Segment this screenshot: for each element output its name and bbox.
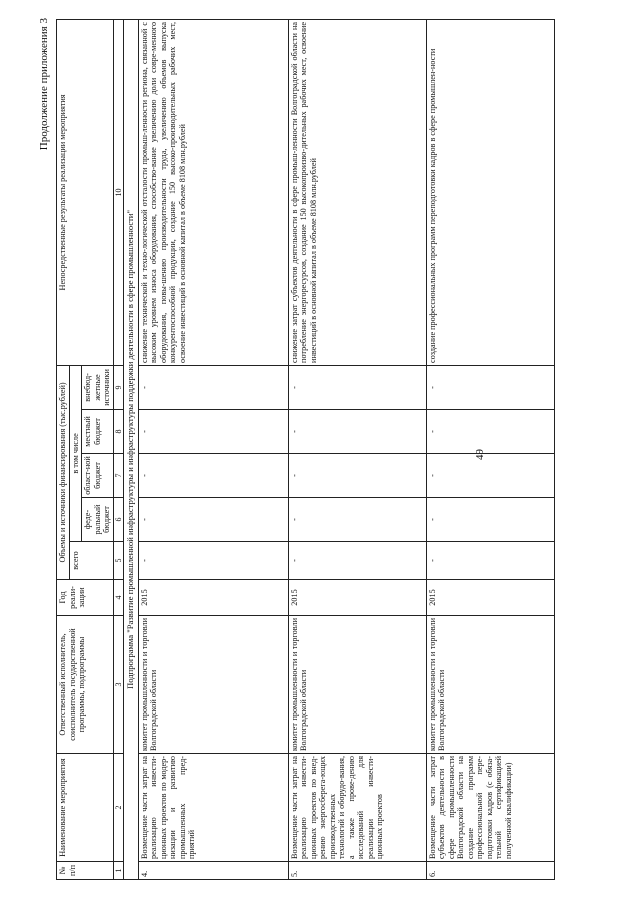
row-regional: - [138, 454, 288, 498]
col-number: 10 [113, 19, 123, 365]
header-total: всего [69, 542, 113, 580]
row-num: 5. [288, 862, 426, 880]
row-year: 2015 [426, 580, 554, 616]
program-table [56, 19, 555, 880]
subprogram-title: Подпрограмма "Развитие промышленной инфраструктуры и инфраструктуры поддержки деятельности в сфере промышленности" [123, 19, 138, 879]
row-year: 2015 [288, 580, 426, 616]
row-regional: - [288, 454, 426, 498]
table-row [426, 19, 554, 879]
header-local: местный бюджет [82, 410, 114, 454]
row-total: - [288, 542, 426, 580]
rotated-page [20, 10, 620, 890]
row-year: 2015 [138, 580, 288, 616]
row-total: - [138, 542, 288, 580]
row-executor: комитет промышленности и торговли Волгоградской области [426, 616, 554, 754]
col-number: 4 [113, 580, 123, 616]
col-number: 8 [113, 410, 123, 454]
table-row [288, 19, 426, 879]
col-number: 9 [113, 365, 123, 409]
header-extra: внебюд-жетные источники [82, 365, 114, 409]
row-name: Возмещение части затрат субъектов деятельности в сфере промышленности Волгоградской области на создание программ профессиональной пере-подготовки кадров (с обяза-тельной сертификацией полученной квалификации) [426, 754, 554, 862]
header-year: Год реали-зации [57, 580, 114, 616]
row-executor: комитет промышленности и торговли Волгоградской области [138, 616, 288, 754]
col-number: 3 [113, 616, 123, 754]
table-row [138, 19, 288, 879]
header-federal: феде-ральный бюджет [82, 498, 114, 542]
col-number: 2 [113, 754, 123, 862]
col-number: 6 [113, 498, 123, 542]
row-extra: - [138, 365, 288, 409]
header-incl: в том числе [69, 365, 82, 541]
row-num: 4. [138, 862, 288, 880]
row-result: снижение затрат субъектов деятельности в сфере промыш-ленности Волгоградской области на потребление энергоресурсов, создание 150 высокопроизво-дительных рабочих мест, освоение инвестиций в основной капитал в объеме 8108 млн.рублей [288, 19, 426, 365]
row-total: - [426, 542, 554, 580]
row-name: Возмещение части затрат на реализацию инвести-ционных проектов по внед-рению энергосберега-ющих производственных технологий и оборудо-вания, а также прове-дению исследований для реализации инвести-ционных проектов [288, 754, 426, 862]
row-local: - [426, 410, 554, 454]
row-local: - [138, 410, 288, 454]
row-executor: комитет промышленности и торговли Волгоградской области [288, 616, 426, 754]
col-number: 5 [113, 542, 123, 580]
row-federal: - [138, 498, 288, 542]
row-num: 6. [426, 862, 554, 880]
row-result: создание профессиональных программ переподготовки кадров в сфере промышлен-ности [426, 19, 554, 365]
header-name: Наименование мероприятия [57, 754, 114, 862]
subprogram-row [123, 19, 138, 879]
header-results: Непосредственные результаты реализации мероприятия [57, 19, 114, 365]
page-number: 49 [474, 449, 486, 460]
header-regional: област-ной бюджет [82, 454, 114, 498]
header-executor: Ответственный исполнитель, соисполнитель государственной программы, подпрограммы [57, 616, 114, 754]
row-extra: - [288, 365, 426, 409]
row-regional: - [426, 454, 554, 498]
row-extra: - [426, 365, 554, 409]
row-federal: - [426, 498, 554, 542]
continuation-label: Продолжение приложения 3 [38, 18, 50, 151]
col-number: 7 [113, 454, 123, 498]
row-local: - [288, 410, 426, 454]
header-num: № п/п [57, 862, 114, 880]
header-row-1 [57, 19, 70, 879]
row-name: Возмещение части затрат на реализацию инвести-ционных проектов по модер-низации и развитию промышленных пред-приятий [138, 754, 288, 862]
row-federal: - [288, 498, 426, 542]
col-number: 1 [113, 862, 123, 880]
row-result: снижение технической и техно-логической отсталости промыш-ленности региона, связанной с высоким уровнем износа оборудования, способство-вание увеличению доли совре-менного оборудования, повы-шению производительности труда, увеличению объемов выпуска конкурентоспособной продукции, создание 150 высоко-производительных рабочих мест, освоение инвестиций в основной капитал в объеме 8108 млн.рублей [138, 19, 288, 365]
column-number-row [113, 19, 123, 879]
header-funding: Объемы и источники финансирования (тыс.рублей) [57, 365, 70, 579]
